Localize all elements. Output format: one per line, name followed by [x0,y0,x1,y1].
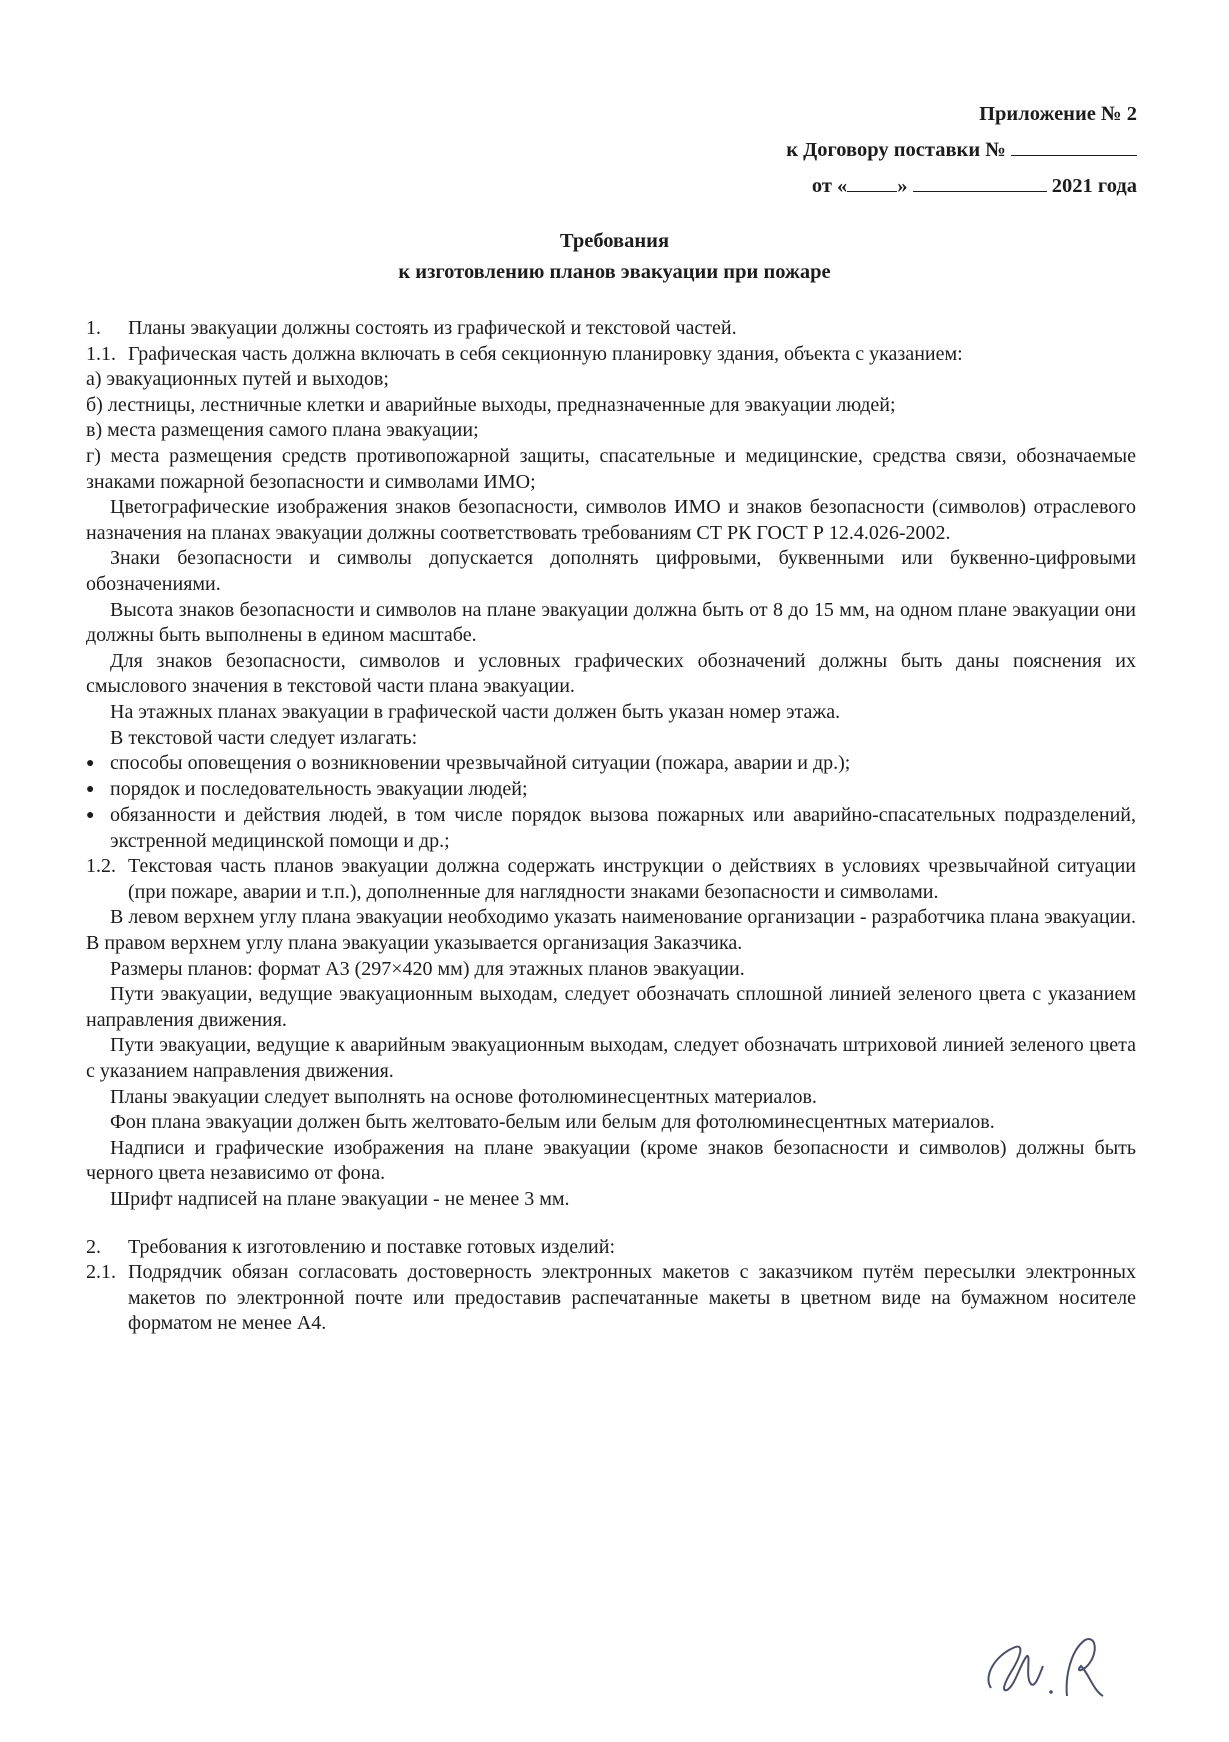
bullet-text: обязанности и действия людей, в том числе порядок вызова пожарных или аварийно-спасательных подразделений, экстренной медицинской помощи и др.; [110,804,1136,852]
paragraph: Знаки безопасности и символы допускается дополнять цифровыми, буквенными или буквенно-цифровыми обозначениями. [86,547,1136,595]
section-text: Требования к изготовлению и поставке готовых изделий: [128,1235,616,1258]
section-text: Текстовая часть планов эвакуации должна содержать инструкции о действиях в условиях чрезвычайной ситуации (при пожаре, аварии и т.п.), дополненные для наглядности знаками безопасности и символами. [128,855,1136,903]
date-quote: » [897,175,908,197]
section-2-1 [86,1260,1136,1337]
section-text: Планы эвакуации должны состоять из графической и текстовой частей. [128,317,737,339]
paragraph: Шрифт надписей на плане эвакуации - не менее 3 мм. [110,1188,570,1210]
section-number: 1.2. [86,855,116,878]
paragraph: На этажных планах эвакуации в графической части должен быть указан номер этажа. [110,700,841,723]
paragraph: Пути эвакуации, ведущие эвакуационным выходам, следует обозначать сплошной линией зеленого цвета с указанием направления движения. [86,983,1136,1031]
contract-date [786,168,1137,204]
title-line-1: Требования [559,230,670,252]
paragraph: Для знаков безопасности, символов и условных графических обозначений должны быть даны пояснения их смыслового значения в текстовой части плана эвакуации. [86,649,1136,698]
section-number: 2.1. [86,1261,116,1284]
paragraph: Надписи и графические изображения на плане эвакуации (кроме знаков безопасности и символов) должны быть черного цвета независимо от фона. [86,1136,1136,1185]
section-1-2 [86,854,1136,905]
list-item-a: а) эвакуационных путей и выходов; [86,368,389,391]
handwritten-signature [981,1626,1111,1706]
paragraph: Высота знаков безопасности и символов на плане эвакуации должна быть от 8 до 15 мм, на одном плане эвакуации они должны быть выполнены в едином масштабе. [86,598,1136,647]
section-1-1 [86,342,1136,368]
section-number: 1.1. [86,342,116,365]
list-item-b: б) лестницы, лестничные клетки и аварийные выходы, предназначенные для эвакуации людей; [86,393,896,416]
paragraph: Цветографические изображения знаков безопасности, символов ИМО и знаков безопасности (символов) отраслевого назначения на планах эвакуации должны соответствовать требованиям СТ РК ГОСТ Р 12.4.026-2002. [86,496,1136,544]
section-1 [86,316,1136,342]
month-blank [913,173,1047,192]
bullet-icon: ● [86,782,95,798]
day-blank [847,173,897,192]
contract-number-blank [1011,137,1137,156]
date-prefix: от « [811,175,848,197]
paragraph: Фон плана эвакуации должен быть желтовато-белым или белым для фотолюминесцентных материалов. [110,1111,995,1134]
paragraph: В левом верхнем углу плана эвакуации необходимо указать наименование организации - разработчика плана эвакуации. В правом верхнем углу плана эвакуации указывается организация Заказчика. [86,906,1136,955]
document-body [86,316,1136,1337]
title-line-2: к изготовлению планов эвакуации при пожаре [398,261,831,283]
bullet-text: способы оповещения о возникновении чрезвычайной ситуации (пожара, аварии и др.); [110,752,851,775]
bullet-item [86,751,1136,777]
bullet-icon: ● [86,756,95,772]
list-item-g: г) места размещения средств противопожарной защиты, спасательные и медицинские, средства связи, обозначаемые знаками пожарной безопасности и символами ИМО; [86,444,1136,493]
section-2 [86,1235,1136,1261]
list-item-v: в) места размещения самого плана эвакуации; [86,419,479,442]
paragraph: Размеры планов: формат А3 (297×420 мм) для этажных планов эвакуации. [110,957,745,980]
document-title [0,226,1229,288]
paragraph: Пути эвакуации, ведущие к аварийным эвакуационным выходам, следует обозначать штриховой линией зеленого цвета с указанием направления движения. [86,1034,1136,1083]
appendix-header [786,96,1137,204]
section-text: Подрядчик обязан согласовать достоверность электронных макетов с заказчиком путём пересылки электронных макетов по электронной почте или предоставив распечатанные макеты в цветном виде на бумажном носителе форматом не менее А4. [128,1261,1136,1335]
paragraph: Планы эвакуации следует выполнять на основе фотолюминесцентных материалов. [110,1085,817,1108]
appendix-number: Приложение № 2 [979,103,1137,125]
bullet-item [86,777,1136,803]
contract-label: к Договору поставки № [786,139,1006,161]
section-number: 2. [86,1235,101,1258]
spacer [86,1213,1136,1235]
section-text: Графическая часть должна включать в себя секционную планировку здания, объекта с указанием: [128,342,963,365]
paragraph: В текстовой части следует излагать: [110,726,418,749]
bullet-icon: ● [86,808,95,824]
bullet-item [86,803,1136,854]
bullet-text: порядок и последовательность эвакуации людей; [110,778,528,801]
contract-reference [786,132,1137,168]
section-number: 1. [86,317,101,339]
date-year: 2021 года [1051,175,1137,197]
